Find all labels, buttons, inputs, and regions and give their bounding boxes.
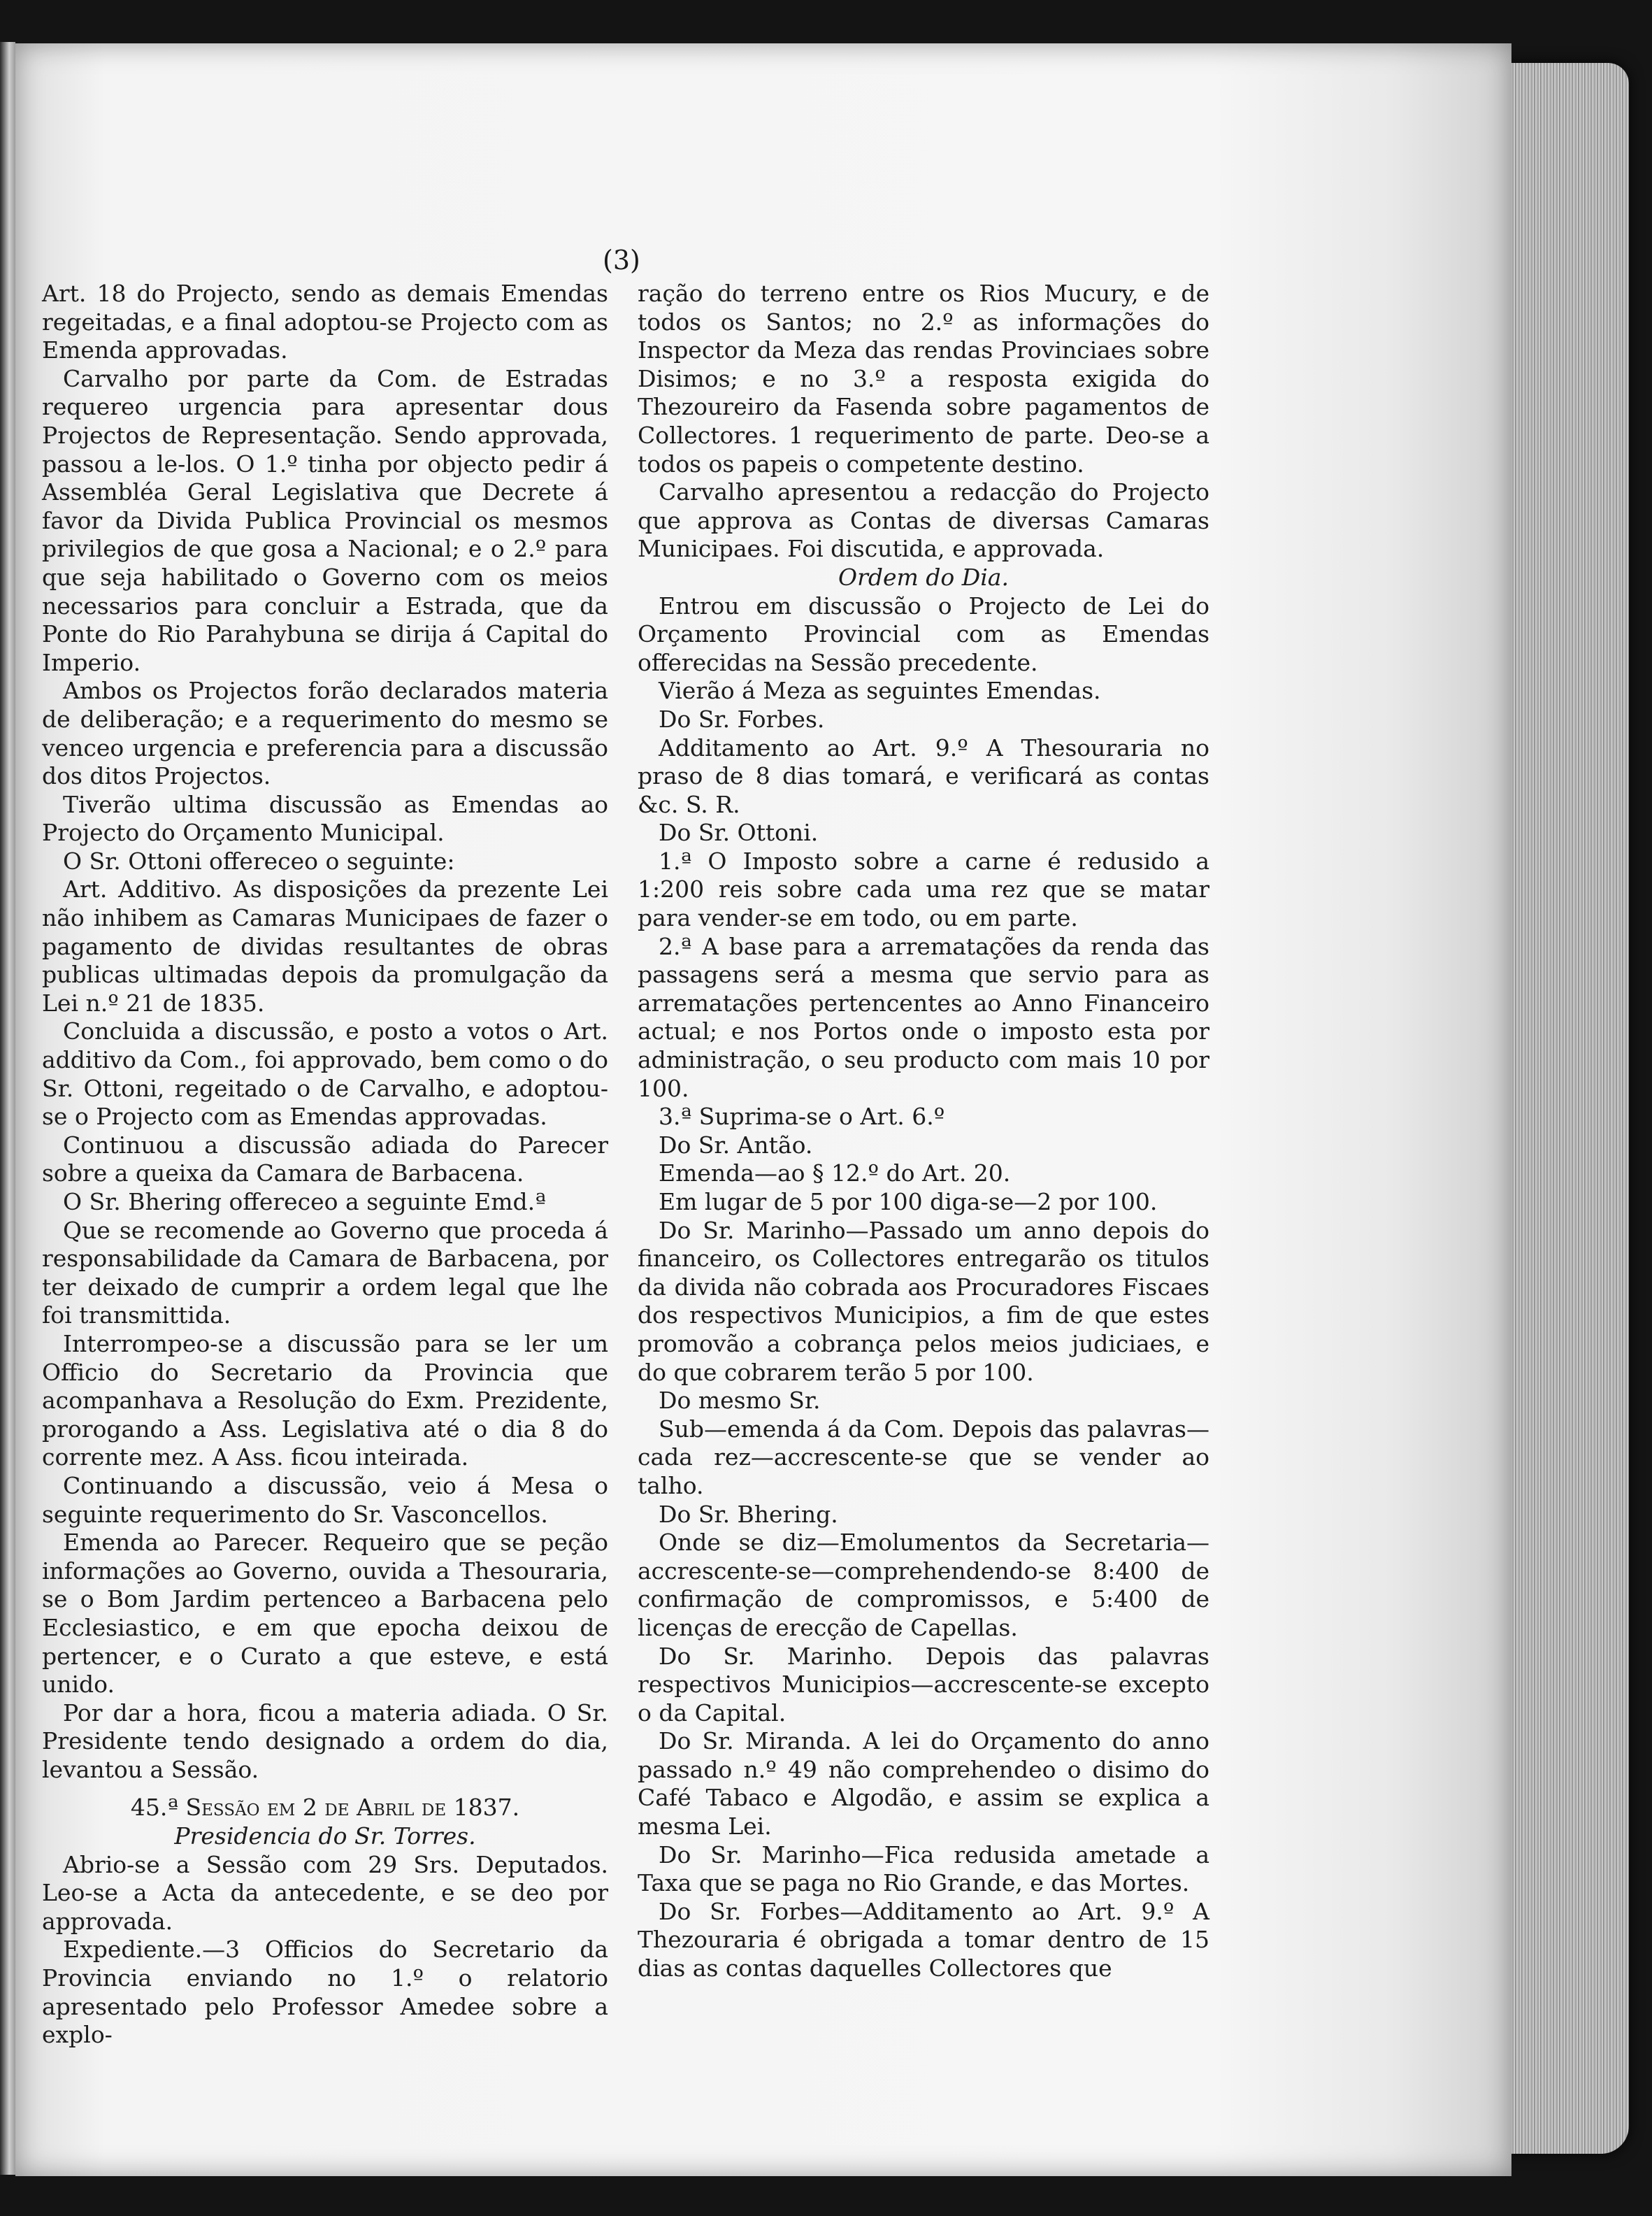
paragraph: Do Sr. Bhering. (659, 1500, 838, 1528)
presidency-heading: Presidencia do Sr. Torres. (174, 1822, 476, 1850)
paragraph: O Sr. Ottoni offereceo o seguinte: (63, 847, 455, 875)
left-column (42, 280, 608, 2050)
paragraph: Em lugar de 5 por 100 diga-se—2 por 100. (659, 1188, 1158, 1215)
paragraph: Continuando a discussão, veio á Mesa o seguinte requerimento do Sr. Vasconcellos. (42, 1471, 608, 1528)
paragraph: Continuou a discussão adiada do Parecer sobre a queixa da Camara de Barbacena. (42, 1131, 608, 1187)
paragraph: 2.ª A base para a arrematações da renda das passagens será a mesma que servio para as arrematações pertencentes ao Anno Financeiro actual; e nos Portos onde o imposto esta por administração, o seu producto com mais 10 por 100. (638, 932, 1209, 1102)
order-of-day-heading: Ordem do Dia. (838, 563, 1009, 591)
paragraph: Ambos os Projectos forão declarados materia de deliberação; e a requerimento do mesmo se venceo urgencia e preferencia para a discussão dos ditos Projectos. (42, 677, 608, 790)
paragraph: 3.ª Suprima-se o Art. 6.º (659, 1103, 945, 1131)
paragraph: Carvalho por parte da Com. de Estradas requereo urgencia para apresentar dous Projectos de Representação. Sendo approvada, passou a le-los. O 1.º tinha por objecto pedir á Assembléa Geral Legislativa que Decrete á favor da Divida Publica Provincial os mesmos privilegios de que gosa a Nacional; e o 2.º para que seja habilitado o Governo com os meios necessarios para concluir a Estrada, que da Ponte do Rio Parahybuna se dirija á Capital do Imperio. (42, 364, 608, 676)
paragraph: Do Sr. Antão. (659, 1131, 813, 1159)
paragraph: Entrou em discussão o Projecto de Lei do Orçamento Provincial com as Emendas offerecidas na Sessão precedente. (638, 592, 1209, 676)
paragraph: Por dar a hora, ficou a materia adiada. O Sr. Presidente tendo designado a ordem do dia, levantou a Sessão. (42, 1699, 608, 1783)
paragraph: Sub—emenda á da Com. Depois das palavras—cada rez—accrescente-se que se vender ao talho. (638, 1415, 1209, 1499)
paragraph: Do Sr. Marinho—Passado um anno depois do financeiro, os Collectores entregarão os titulos da divida não cobrada aos Procuradores Fiscaes dos respectivos Municipios, a fim de que estes promovão a cobrança pelos meios judiciaes, e do que cobrarem terão 5 por 100. (638, 1216, 1209, 1386)
paragraph: Tiverão ultima discussão as Emendas ao Projecto do Orçamento Municipal. (42, 790, 608, 847)
paragraph: Vierão á Meza as seguintes Emendas. (659, 677, 1101, 705)
paragraph: Onde se diz—Emolumentos da Secretaria—accrescente-se—comprehendendo-se 8:400 de confirmação de compromissos, e 5:400 de licenças de erecção de Capellas. (638, 1529, 1209, 1641)
paragraph: Do Sr. Marinho. Depois das palavras respectivos Municipios—accrescente-se excepto o da Capital. (638, 1642, 1209, 1727)
right-column (638, 280, 1209, 1983)
paragraph: Art. Additivo. As disposições da prezente Lei não inhibem as Camaras Municipaes de fazer o pagamento de dividas resultantes de obras publicas ultimadas depois da promulgação da Lei n.º 21 de 1835. (42, 875, 608, 1017)
paragraph: Do Sr. Miranda. A lei do Orçamento do anno passado n.º 49 não comprehendeo o disimo do Café Tabaco e Algodão, e assim se explica a mesma Lei. (638, 1727, 1209, 1840)
paragraph: O Sr. Bhering offereceo a seguinte Emd.ª (63, 1188, 546, 1215)
paragraph: Emenda ao Parecer. Requeiro que se peção informações ao Governo, ouvida a Thesouraria, se o Bom Jardim pertenceo a Barbacena pelo Ecclesiastico, e em que epocha deixou de pertencer, e o Curato a que esteve, e está unido. (42, 1529, 608, 1699)
paragraph: Do Sr. Marinho—Fica redusida ametade a Taxa que se paga no Rio Grande, e das Mortes. (638, 1840, 1209, 1897)
previous-page-edge (0, 42, 15, 2175)
page-number: (3) (603, 245, 640, 276)
page-stack-edge (1496, 63, 1629, 2154)
paragraph: Do Sr. Forbes—Additamento ao Art. 9.º A Thezouraria é obrigada a tomar dentro de 15 dias as contas daquelles Collectores que (638, 1897, 1209, 1982)
paragraph: Que se recomende ao Governo que proceda á responsabilidade da Camara de Barbacena, por ter deixado de cumprir a ordem legal que lhe foi transmittida. (42, 1216, 608, 1329)
paragraph: Interrompeo-se a discussão para se ler um Officio do Secretario da Provincia que acompanhava a Resolução do Exm. Prezidente, prorogando a Ass. Legislativa até o dia 8 do corrente mez. A Ass. ficou inteirada. (42, 1329, 608, 1471)
paragraph: Do Sr. Forbes. (659, 705, 825, 733)
paragraph: Expediente.—3 Officios do Secretario da Provincia enviando no 1.º o relatorio apresentado pelo Professor Amedee sobre a explo- (42, 1936, 608, 2049)
paragraph: Art. 18 do Projecto, sendo as demais Emendas regeitadas, e a final adoptou-se Projecto com as Emenda approvadas. (42, 280, 608, 364)
paragraph: Concluida a discussão, e posto a votos o Art. additivo da Com., foi approvado, bem como o do Sr. Ottoni, regeitado o de Carvalho, e adoptou-se o Projecto com as Emendas approvadas. (42, 1017, 608, 1131)
paragraph: ração do terreno entre os Rios Mucury, e de todos os Santos; no 2.º as informações do Inspector da Meza das rendas Provinciaes sobre Disimos; e no 3.º a resposta exigida do Thezoureiro da Fasenda sobre pagamentos de Collectores. 1 requerimento de parte. Deo-se a todos os papeis o competente destino. (638, 280, 1209, 478)
paragraph: Carvalho apresentou a redacção do Projecto que approva as Contas de diversas Camaras Municipaes. Foi discutida, e approvada. (638, 478, 1209, 563)
paragraph: Do Sr. Ottoni. (659, 819, 819, 847)
paragraph: Abrio-se a Sessão com 29 Srs. Deputados. Leo-se a Acta da antecedente, e se deo por approvada. (42, 1850, 608, 1935)
paragraph: 1.ª O Imposto sobre a carne é redusido a 1:200 reis sobre cada uma rez que se matar para vender-se em todo, ou em parte. (638, 847, 1209, 932)
session-heading: 45.ª Sessão em 2 de Abril de 1837. (130, 1794, 520, 1822)
paragraph: Do mesmo Sr. (659, 1387, 821, 1415)
paragraph: Additamento ao Art. 9.º A Thesouraria no praso de 8 dias tomará, e verificará as contas &c. S. R. (638, 734, 1209, 818)
paragraph: Emenda—ao § 12.º do Art. 20. (659, 1159, 1011, 1187)
